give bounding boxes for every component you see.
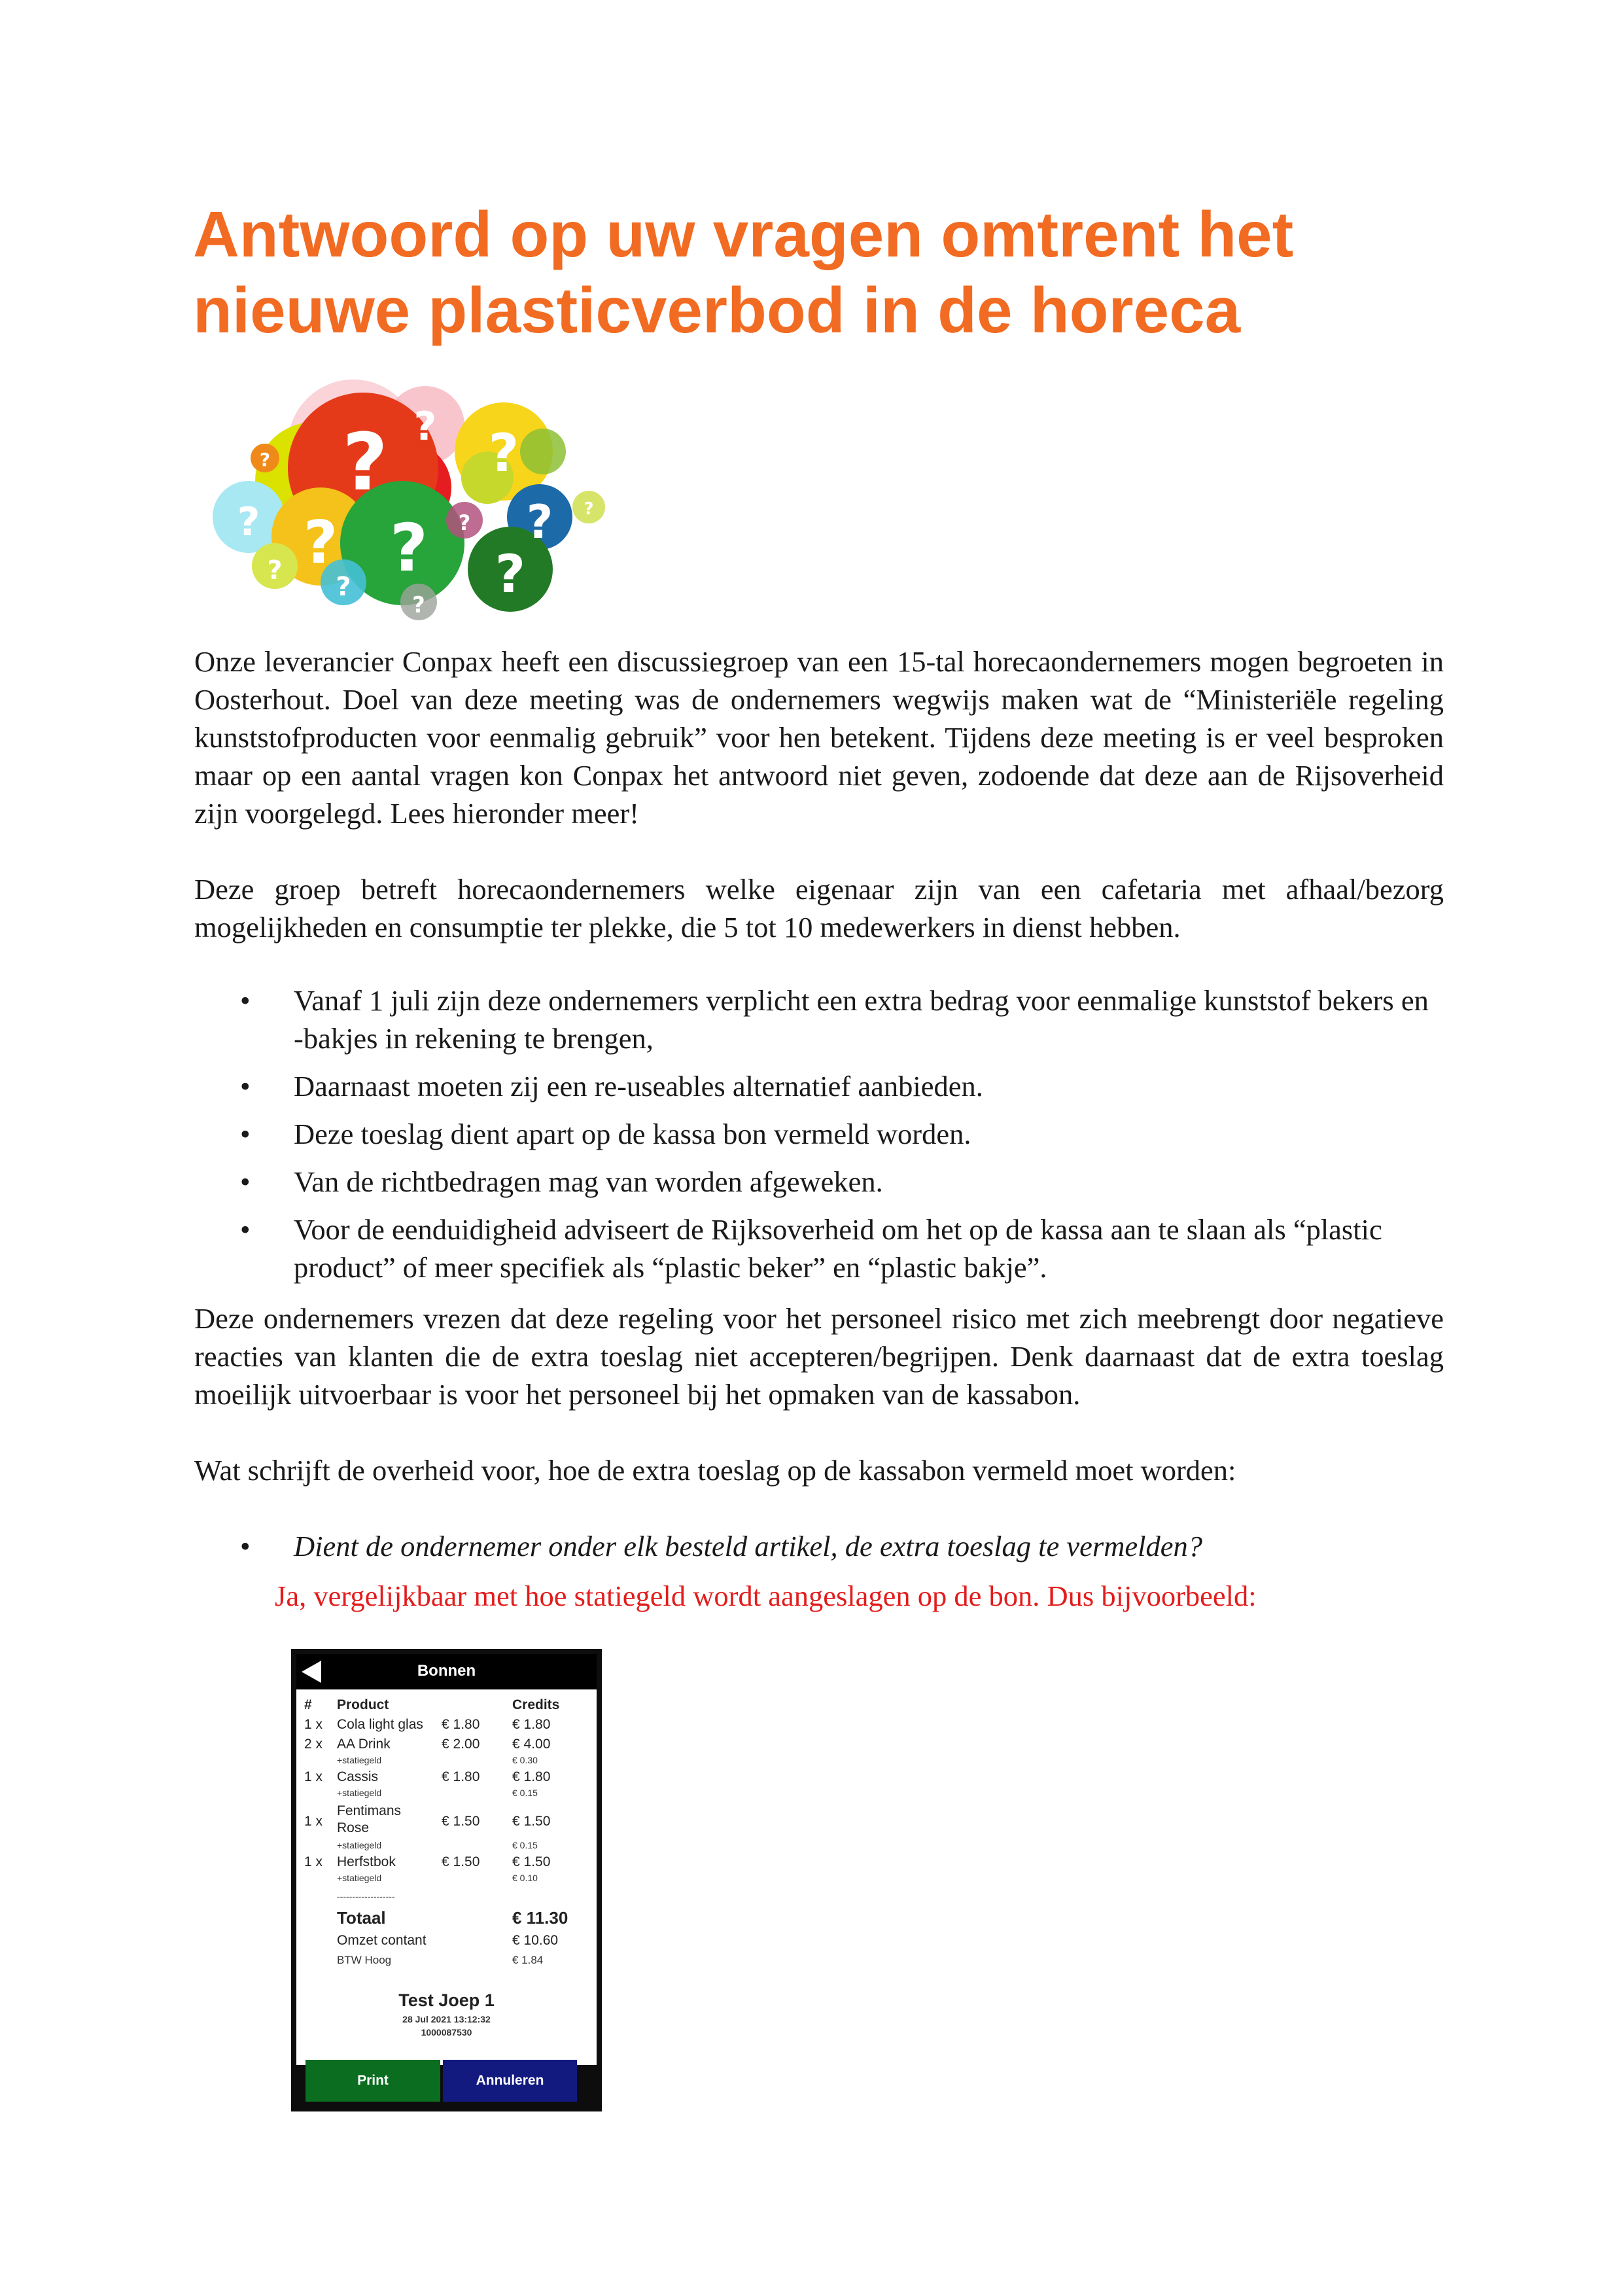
bullet-marker: • (240, 1118, 251, 1150)
total-label: Totaal (337, 1908, 386, 1928)
bullet-marker: • (240, 984, 251, 1017)
bullet-marker: • (240, 1070, 251, 1103)
receipt-screenshot (291, 1649, 602, 2111)
row-price: € 1.50 (442, 1854, 480, 1869)
title-line-1: Antwoord op uw vragen omtrent het (193, 198, 1294, 270)
answer-text: Ja, vergelijkbaar met hoe statiegeld wordt aangeslagen op de bon. Dus bijvoorbeeld: (275, 1580, 1257, 1612)
column-header: Credits (512, 1697, 560, 1712)
list-item (194, 1527, 1444, 1565)
row-credit: € 1.80 (512, 1769, 551, 1784)
bullet-marker: • (240, 1165, 251, 1198)
receipt-name: Test Joep 1 (398, 1990, 495, 2010)
svg-text:?: ? (267, 556, 283, 586)
cash-label: Omzet contant (337, 1933, 427, 1948)
svg-text:?: ? (336, 572, 351, 602)
row-qty: 1 x (304, 1854, 323, 1869)
svg-text:?: ? (303, 508, 338, 577)
row-qty: 1 x (304, 1717, 323, 1732)
svg-text:?: ? (389, 510, 428, 586)
row-qty: 2 x (304, 1737, 323, 1752)
receipt-header (296, 1654, 597, 1689)
svg-text:?: ? (237, 499, 260, 545)
row-product: Herfstbok (337, 1854, 396, 1869)
total-value: € 11.30 (512, 1908, 568, 1928)
row-price: € 1.80 (442, 1769, 480, 1784)
row-product: Fentimans (337, 1803, 402, 1818)
row-sub: +statiegeld (337, 1755, 382, 1765)
vat-value: € 1.84 (512, 1954, 544, 1966)
list-item: • Vanaf 1 juli zijn deze ondernemers verplicht een extra bedrag voor eenmalige kunststof bekers en -bakjes in rekening te brengen, (194, 981, 1444, 1057)
row-credit: € 1.50 (512, 1814, 551, 1829)
row-price: € 2.00 (442, 1737, 480, 1752)
svg-text:?: ? (412, 592, 425, 618)
svg-text:?: ? (495, 544, 526, 605)
question-text: Dient de ondernemer onder elk besteld artikel, de extra toeslag te vermelden? (294, 1530, 1202, 1563)
receipt-body (296, 1689, 597, 2065)
row-sub: +statiegeld (337, 1873, 382, 1883)
row-product-line2: Rose (337, 1820, 370, 1835)
column-header: # (304, 1697, 312, 1712)
list-item: • Deze toeslag dient apart op de kassa bon vermeld worden. (194, 1115, 1444, 1153)
svg-text:?: ? (458, 510, 471, 535)
cash-value: € 10.60 (512, 1933, 559, 1948)
column-header: Product (337, 1697, 389, 1712)
list-item: • Voor de eenduidigheid adviseert de Rijksoverheid om het op de kassa aan te slaan als “plastic product” of meer specifiek als “plastic beker” en “plastic bakje”. (194, 1210, 1444, 1286)
page-title (193, 196, 1501, 348)
svg-text:?: ? (413, 404, 437, 450)
row-sub-credit: € 0.10 (512, 1873, 538, 1883)
row-sub-credit: € 0.15 (512, 1788, 538, 1798)
bullet-marker: • (240, 1213, 251, 1246)
row-qty: 1 x (304, 1814, 323, 1829)
svg-text:?: ? (526, 495, 553, 549)
row-price: € 1.50 (442, 1814, 480, 1829)
svg-text:?: ? (259, 449, 271, 470)
bullet-marker: • (240, 1530, 251, 1563)
row-sub-credit: € 0.30 (512, 1755, 538, 1765)
print-button[interactable]: Print (305, 2060, 440, 2102)
title-line-2: nieuwe plasticverbod in de horeca (193, 274, 1241, 346)
svg-text:?: ? (488, 423, 519, 484)
question-marks-illustration (196, 366, 608, 628)
list-item: • Daarnaast moeten zij een re-useables alternatief aanbieden. (194, 1067, 1444, 1105)
svg-text:?: ? (342, 417, 388, 508)
question-intro-paragraph: Wat schrijft de overheid voor, hoe de extra toeslag op de kassabon vermeld moet worden: (194, 1454, 1236, 1487)
row-sub: +statiegeld (337, 1788, 382, 1798)
row-sub-credit: € 0.15 (512, 1840, 538, 1850)
requirements-list (194, 981, 1444, 1296)
row-sub: +statiegeld (337, 1840, 382, 1850)
vat-label: BTW Hoog (337, 1954, 392, 1966)
concern-paragraph: Deze ondernemers vrezen dat deze regeling voor het personeel risico met zich meebrengt door negatieve reacties van klanten die de extra toeslag niet accepteren/begrijpen. Denk daarnaast dat de extra toeslag moeilijk uitvoerbaar is voor het personeel bij het opmaken van de kassabon. (194, 1302, 1444, 1411)
row-qty: 1 x (304, 1769, 323, 1784)
intro-paragraph: Onze leverancier Conpax heeft een discussiegroep van een 15-tal horecaondernemers mogen begroeten in Oosterhout. Doel van deze meeting was de ondernemers wegwijs maken wat de “Ministeriële regeling kunststofproducten voor eenmalig gebruik” voor hen betekent. Tijdens deze meeting is er veel besproken maar op een aantal vragen kon Conpax het antwoord niet geven, zodoende dat deze aan de Rijsoverheid zijn voorgelegd. Lees hieronder meer! (194, 645, 1444, 830)
row-credit: € 4.00 (512, 1737, 551, 1752)
receipt-title: Bonnen (417, 1662, 476, 1680)
row-product: Cola light glas (337, 1717, 423, 1732)
cancel-button[interactable]: Annuleren (443, 2060, 577, 2102)
question-list (194, 1527, 1444, 1575)
row-price: € 1.80 (442, 1717, 480, 1732)
row-product: AA Drink (337, 1737, 391, 1752)
svg-text:?: ? (584, 499, 594, 519)
list-item: • Van de richtbedragen mag van worden afgeweken. (194, 1163, 1444, 1201)
row-credit: € 1.80 (512, 1717, 551, 1732)
receipt-divider: ------------------- (337, 1891, 395, 1901)
receipt-number: 1000087530 (421, 2027, 472, 2038)
row-credit: € 1.50 (512, 1854, 551, 1869)
receipt-datetime: 28 Jul 2021 13:12:32 (402, 2014, 491, 2024)
group-paragraph: Deze groep betreft horecaondernemers welke eigenaar zijn van een cafetaria met afhaal/bezorg mogelijkheden en consumptie ter plekke, die 5 tot 10 medewerkers in dienst hebben. (194, 873, 1444, 944)
row-product: Cassis (337, 1769, 379, 1784)
